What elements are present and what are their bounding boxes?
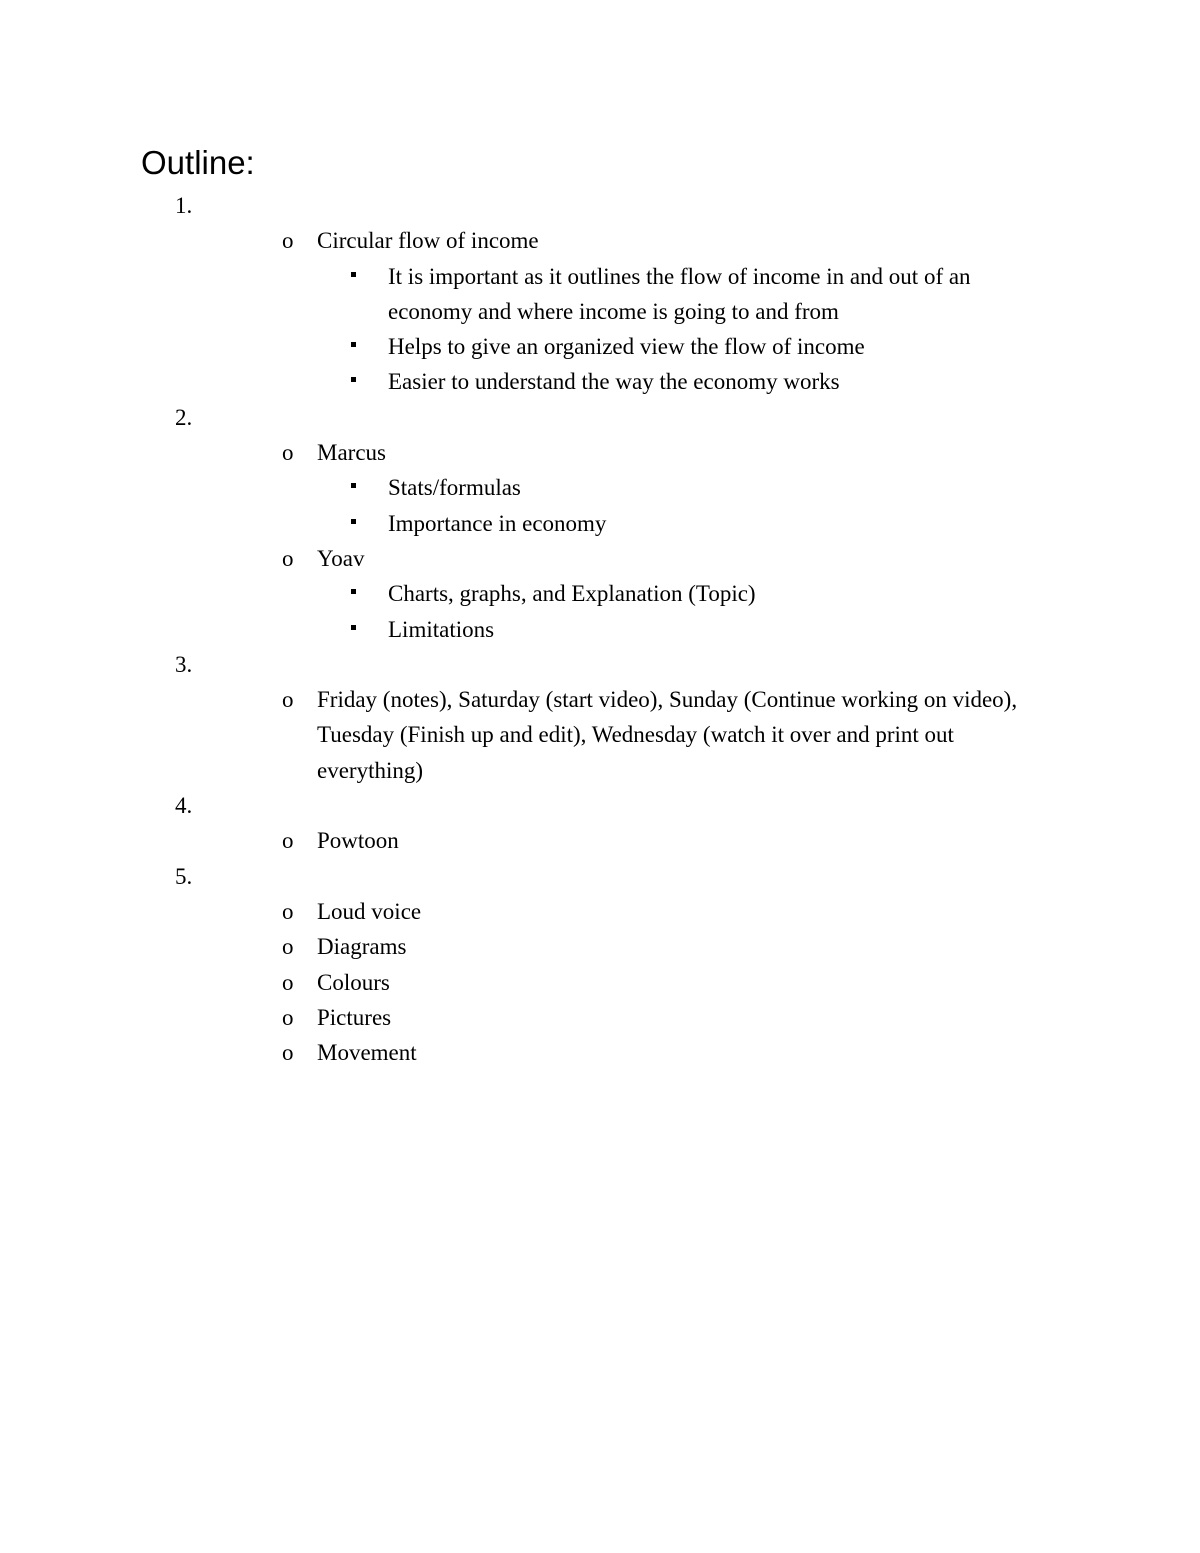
list-item-text: Yoav <box>317 545 365 571</box>
bullet-item-text: Importance in economy <box>388 510 607 536</box>
list-item <box>0 965 1200 1000</box>
list-item <box>0 929 1200 964</box>
bullet-item-text: Charts, graphs, and Explanation (Topic) <box>388 581 756 607</box>
section-number-row <box>0 188 1200 223</box>
bullet-item-text: It is important as it outlines the flow of income in and out of an economy and where income is going to and from <box>388 263 971 324</box>
list-item-marker: o <box>282 228 294 254</box>
outline-list <box>0 188 1200 1070</box>
list-item-marker: o <box>282 828 294 854</box>
bullet-item-text: Limitations <box>388 616 495 642</box>
bullet-item <box>0 470 1200 505</box>
square-bullet-icon <box>351 329 356 364</box>
list-item-text: Circular flow of income <box>317 228 539 254</box>
list-item <box>0 682 1200 788</box>
list-item-text: Colours <box>317 969 390 995</box>
list-item <box>0 1000 1200 1035</box>
list-item-text: Powtoon <box>317 828 399 854</box>
bullet-item <box>0 329 1200 364</box>
section-number-row <box>0 647 1200 682</box>
bullet-item <box>0 259 1200 330</box>
square-bullet-icon <box>351 259 356 294</box>
list-item <box>0 823 1200 858</box>
list-item-marker: o <box>282 898 294 924</box>
list-item-marker: o <box>282 969 294 995</box>
list-item-text: Friday (notes), Saturday (start video), Sunday (Continue working on video), Tuesday (Finish up and edit), Wednesday (watch it over and print out everything) <box>317 687 1018 783</box>
section-number-row <box>0 400 1200 435</box>
section-number-row <box>0 788 1200 823</box>
list-item <box>0 894 1200 929</box>
list-item-text: Loud voice <box>317 898 422 924</box>
list-item-marker: o <box>282 934 294 960</box>
list-item-text: Movement <box>317 1040 417 1066</box>
bullet-item <box>0 364 1200 399</box>
list-item-marker: o <box>282 687 294 713</box>
page-title: Outline: <box>141 144 255 181</box>
list-item-text: Pictures <box>317 1004 392 1030</box>
section-number-row <box>0 859 1200 894</box>
list-item-marker: o <box>282 440 294 466</box>
list-item <box>0 1035 1200 1070</box>
list-item-marker: o <box>282 1004 294 1030</box>
square-bullet-icon <box>351 364 356 399</box>
list-item <box>0 541 1200 576</box>
bullet-item-text: Easier to understand the way the economy works <box>388 369 840 395</box>
bullet-item-text: Helps to give an organized view the flow of income <box>388 334 865 360</box>
bullet-item <box>0 612 1200 647</box>
square-bullet-icon <box>351 506 356 541</box>
section-number: 1. <box>175 193 193 218</box>
list-item <box>0 223 1200 258</box>
bullet-item <box>0 506 1200 541</box>
list-item-text: Diagrams <box>317 934 407 960</box>
section-number: 2. <box>175 404 193 430</box>
list-item-text: Marcus <box>317 440 386 466</box>
section-number: 3. <box>175 651 193 677</box>
section-number: 4. <box>175 793 193 819</box>
list-item <box>0 435 1200 470</box>
list-item-marker: o <box>282 545 294 571</box>
list-item-marker: o <box>282 1040 294 1066</box>
bullet-item <box>0 576 1200 611</box>
square-bullet-icon <box>351 470 356 505</box>
square-bullet-icon <box>351 612 356 647</box>
bullet-item-text: Stats/formulas <box>388 475 521 501</box>
section-number: 5. <box>175 863 193 889</box>
square-bullet-icon <box>351 576 356 611</box>
